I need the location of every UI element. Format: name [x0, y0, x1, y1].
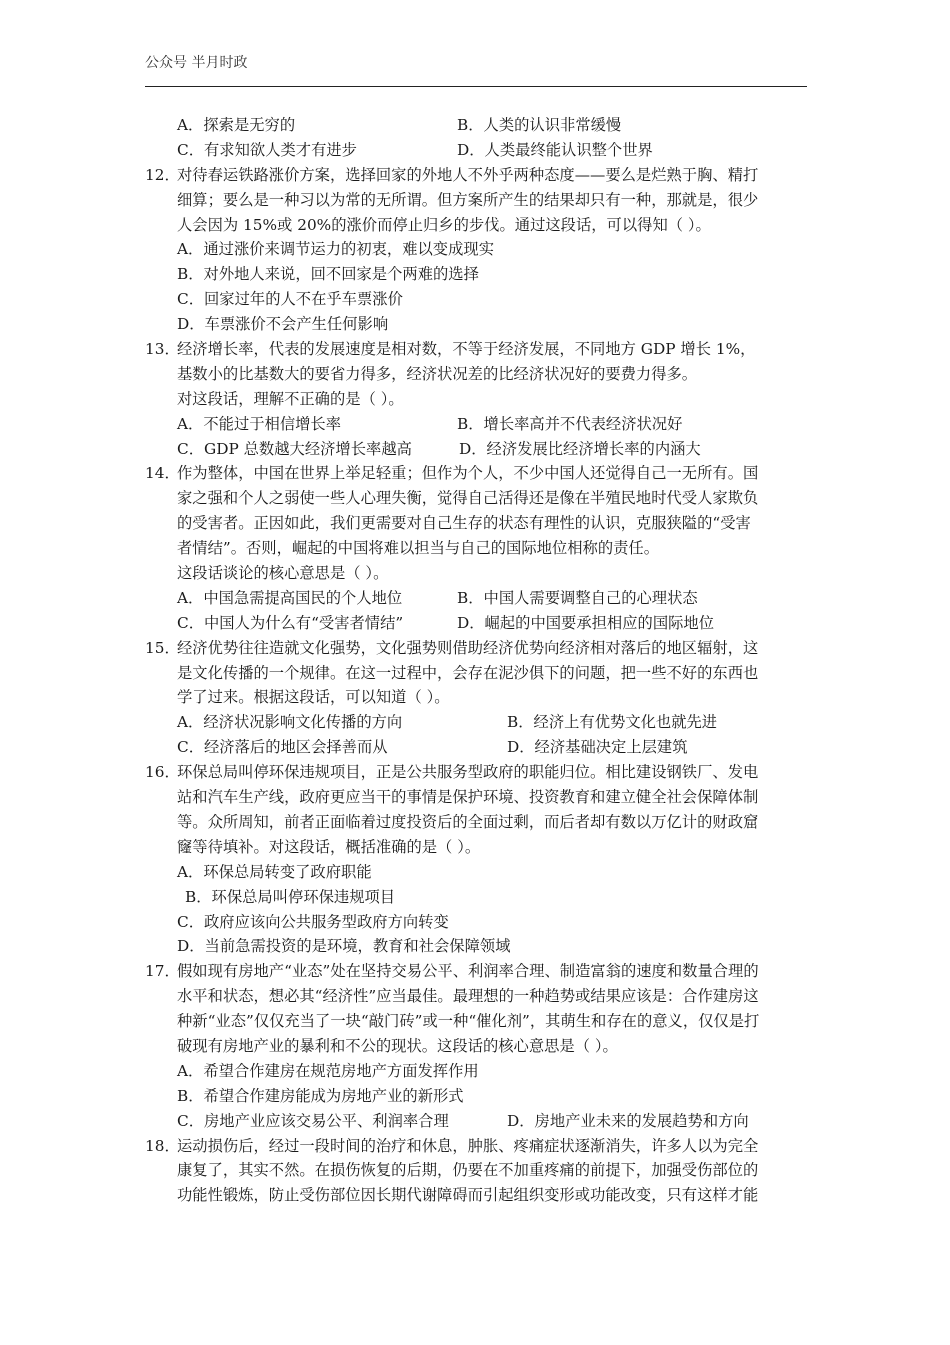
question-stem	[177, 959, 810, 1059]
stem-line: 运动损伤后，经过一段时间的治疗和休息，肿胀、疼痛症状逐渐消失，许多人以为完全	[177, 1136, 759, 1155]
question-number: 13．	[145, 340, 180, 359]
option-b: B．经济上有优势文化也就先进	[507, 713, 718, 732]
stem-line: 对这段话，理解不正确的是（ ）。	[177, 389, 404, 408]
stem-line: 对待春运铁路涨价方案，选择回家的外地人不外乎两种态度——要么是烂熟于胸、精打	[177, 165, 759, 184]
stem-line: 细算；要么是一种习以为常的无所谓。但方案所产生的结果却只有一种，那就是，很少	[177, 190, 759, 209]
stem-line: 站和汽车生产线，政府更应当干的事情是保护环境、投资教育和建立健全社会保障体制	[177, 788, 759, 807]
stem-line: 是文化传播的一个规律。在这一过程中，会存在泥沙俱下的问题，把一些不好的东西也	[177, 663, 759, 682]
question-number: 18．	[145, 1136, 180, 1155]
stem-line: 经济优势往往造就文化强势，文化强势则借助经济优势向经济相对落后的地区辐射，这	[177, 638, 759, 657]
question-stem	[177, 636, 810, 711]
stem-line: 等。众所周知，前者正面临着过度投资后的全面过剩，而后者却有数以万亿计的财政窟	[177, 812, 759, 831]
option-row	[145, 710, 810, 735]
option-b: B．希望合作建房能成为房地产业的新形式	[177, 1086, 464, 1105]
option-a: A．不能过于相信增长率	[177, 414, 342, 433]
option-a: A．中国急需提高国民的个人地位	[177, 588, 403, 607]
option-c: C．有求知欲人类才有进步	[177, 140, 357, 159]
option-a: A．经济状况影响文化传播的方向	[177, 713, 403, 732]
option-row	[145, 735, 810, 760]
stem-line: 家之强和个人之弱使一些人心理失衡，觉得自己活得还是像在半殖民地时代受人家欺负	[177, 489, 759, 508]
stem-line: 这段话谈论的核心意思是（ ）。	[177, 564, 389, 583]
stem-line: 者情结”。否则，崛起的中国将难以担当与自己的国际地位相称的责任。	[177, 539, 660, 558]
stem-line: 作为整体，中国在世界上举足轻重；但作为个人，不少中国人还觉得自己一无所有。国	[177, 464, 759, 483]
header-divider	[145, 86, 807, 87]
question-18	[145, 1134, 810, 1209]
option-a: A．探索是无穷的	[177, 116, 296, 134]
option-d: D．人类最终能认识整个世界	[457, 140, 653, 159]
option-row	[145, 412, 810, 437]
option-a: A．通过涨价来调节运力的初衷，难以变成现实	[177, 240, 494, 259]
option-d: D．房地产业未来的发展趋势和方向	[507, 1111, 749, 1130]
stem-line: 基数小的比基数大的要省力得多，经济状况差的比经济状况好的要费力得多。	[177, 364, 698, 383]
question-stem	[177, 760, 810, 860]
option-d: D．车票涨价不会产生任何影响	[177, 315, 389, 334]
option-b: B．环保总局叫停环保违规项目	[185, 887, 396, 906]
question-number: 15．	[145, 638, 180, 657]
option-d: D．经济基础决定上层建筑	[507, 738, 688, 757]
option-row	[145, 113, 810, 138]
option-c: C．经济落后的地区会择善而从	[177, 738, 388, 757]
option-d: D．经济发展比经济增长率的内涵大	[459, 439, 701, 458]
question-number: 12．	[145, 165, 180, 184]
stem-line: 环保总局叫停环保违规项目，正是公共服务型政府的职能归位。相比建设钢铁厂、发电	[177, 763, 759, 782]
option-row	[145, 1109, 810, 1134]
question-number: 17．	[145, 962, 180, 981]
question-12	[145, 163, 810, 238]
question-stem	[177, 1134, 810, 1209]
option-b: B．增长率高并不代表经济状况好	[457, 414, 683, 433]
option-c: C．GDP 总数越大经济增长率越高	[177, 439, 412, 458]
question-13	[145, 337, 810, 412]
option-c: C．政府应该向公共服务型政府方向转变	[177, 912, 449, 931]
stem-line: 水平和状态，想必其“经济性”应当最佳。最理想的一种趋势或结果应该是：合作建房这	[177, 987, 759, 1006]
option-c: C．回家过年的人不在乎车票涨价	[177, 290, 403, 309]
option-row	[145, 586, 810, 611]
stem-line: 的受害者。正因如此，我们更需要对自己生存的状态有理性的认识，克服狭隘的“受害	[177, 514, 751, 533]
question-stem	[177, 461, 810, 585]
option-b: B．中国人需要调整自己的心理状态	[457, 588, 698, 607]
stem-line: 经济增长率，代表的发展速度是相对数，不等于经济发展，不同地方 GDP 增长 1%，	[177, 340, 756, 359]
option-b: B．人类的认识非常缓慢	[457, 116, 622, 134]
question-number: 16．	[145, 763, 180, 782]
option-c: C．中国人为什么有“受害者情结”	[177, 613, 404, 632]
stem-line: 学了过来。根据这段话，可以知道（ ）。	[177, 688, 450, 707]
question-number: 14．	[145, 464, 180, 483]
option-d: D．崛起的中国要承担相应的国际地位	[457, 613, 715, 632]
option-a: A．环保总局转变了政府职能	[177, 862, 372, 881]
stem-line: 假如现有房地产“业态”处在坚持交易公平、利润率合理、制造富翁的速度和数量合理的	[177, 962, 759, 981]
option-a: A．希望合作建房在规范房地产方面发挥作用	[177, 1061, 479, 1080]
option-row	[145, 138, 810, 163]
document-body	[145, 113, 810, 1208]
option-row	[145, 611, 810, 636]
stem-line: 人会因为 15%或 20%的涨价而停止归乡的步伐。通过这段话，可以得知（ ）。	[177, 215, 711, 234]
question-17	[145, 959, 810, 1059]
option-row	[145, 437, 810, 462]
question-14	[145, 461, 810, 585]
question-16	[145, 760, 810, 860]
question-stem	[177, 337, 810, 412]
stem-line: 康复了，其实不然。在损伤恢复的后期，仍要在不加重疼痛的前提下，加强受伤部位的	[177, 1161, 759, 1180]
stem-line: 窿等待填补。对这段话，概括准确的是（ ）。	[177, 837, 481, 856]
option-c: C．房地产业应该交易公平、利润率合理	[177, 1111, 449, 1130]
option-b: B．对外地人来说，回不回家是个两难的选择	[177, 265, 479, 284]
question-15	[145, 636, 810, 711]
option-d: D．当前急需投资的是环境，教育和社会保障领域	[177, 937, 511, 956]
page-header: 公众号 半月时政	[145, 55, 248, 71]
stem-line: 种新“业态”仅仅充当了一块“敲门砖”或一种“催化剂”，其萌生和存在的意义，仅仅是打	[177, 1012, 760, 1031]
stem-line: 破现有房地产业的暴利和不公的现状。这段话的核心意思是（ ）。	[177, 1036, 618, 1055]
question-stem	[177, 163, 810, 238]
stem-line: 功能性锻炼，防止受伤部位因长期代谢障碍而引起组织变形或功能改变，只有这样才能	[177, 1186, 759, 1205]
